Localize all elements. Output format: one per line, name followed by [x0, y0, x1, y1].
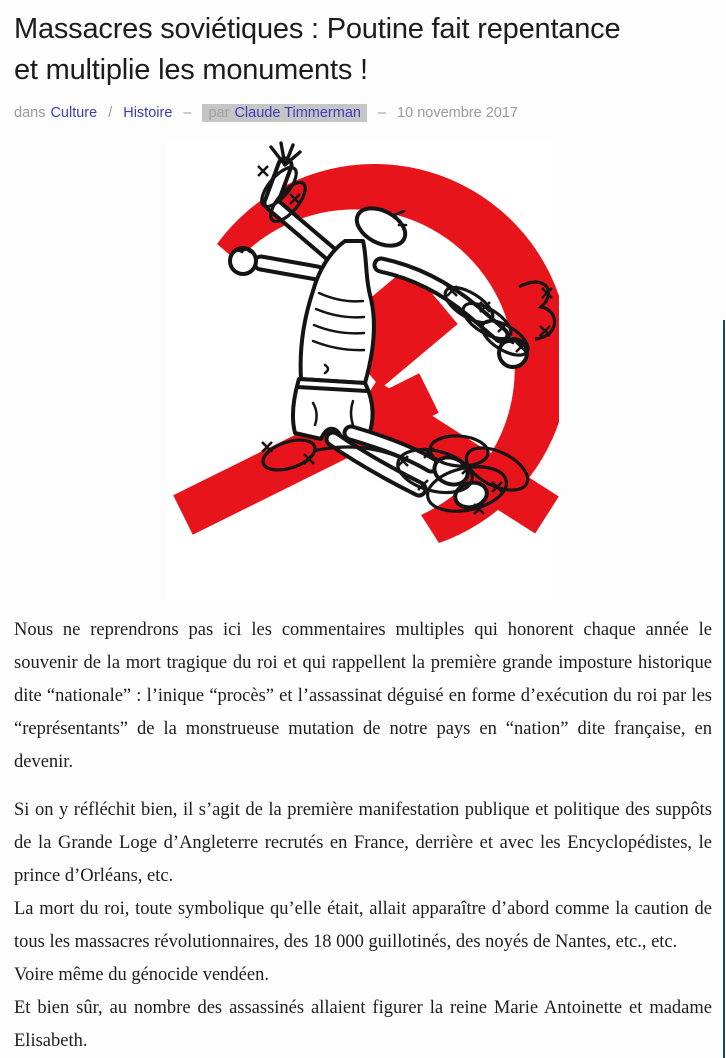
- article-illustration: [167, 141, 559, 600]
- page-title-line1: Massacres soviétiques : Poutine fait repentance: [14, 13, 621, 45]
- meta-dash: –: [377, 105, 387, 121]
- article-date: 10 novembre 2017: [397, 105, 518, 121]
- category-separator: /: [108, 105, 113, 121]
- article-paragraph: Nous ne reprendrons pas ici les commentaires multiples qui honorent chaque année le souvenir de la mort tragique du roi et qui rappellent la première grande imposture historique dite “nationale” : l’inique “procès” et l’assassinat déguisé en forme d’exécution du roi par les “représentants” de la monstrueuse mutation de notre pays en “nation” dite française, en devenir.: [14, 620, 712, 772]
- article-meta: [0, 104, 726, 122]
- page-title: [0, 0, 726, 91]
- author-highlight: [202, 104, 366, 122]
- author-prefix: par: [208, 105, 230, 121]
- article-paragraph: Si on y réfléchit bien, il s’agit de la première manifestation publique et politique des suppôts de la Grande Loge d’Angleterre recrutés en France, derrière et avec les Encyclopédistes, le prince d’Orléans, etc.: [14, 800, 712, 886]
- window-edge-line: [723, 320, 725, 1058]
- article-body: [14, 614, 712, 1058]
- category-link-culture[interactable]: Culture: [50, 105, 98, 121]
- article-paragraph: La mort du roi, toute symbolique qu’elle était, allait apparaître d’abord comme la caution de tous les massacres révolutionnaires, des 18 000 guillotinés, des noyés de Nantes, etc., etc.: [14, 899, 712, 952]
- meta-dash: –: [183, 105, 192, 121]
- hammer-sickle-barbed-wire-image: [167, 141, 559, 600]
- category-link-histoire[interactable]: Histoire: [123, 105, 173, 121]
- article-paragraph: Voire même du génocide vendéen.: [14, 965, 269, 985]
- meta-prefix: dans: [14, 105, 46, 121]
- article-paragraph: Et bien sûr, au nombre des assassinés allaient figurer la reine Marie Antoinette et madame Elisabeth.: [14, 998, 712, 1051]
- page-title-line2: et multiplie les monuments !: [14, 54, 368, 86]
- author-link[interactable]: Claude Timmerman: [234, 105, 361, 121]
